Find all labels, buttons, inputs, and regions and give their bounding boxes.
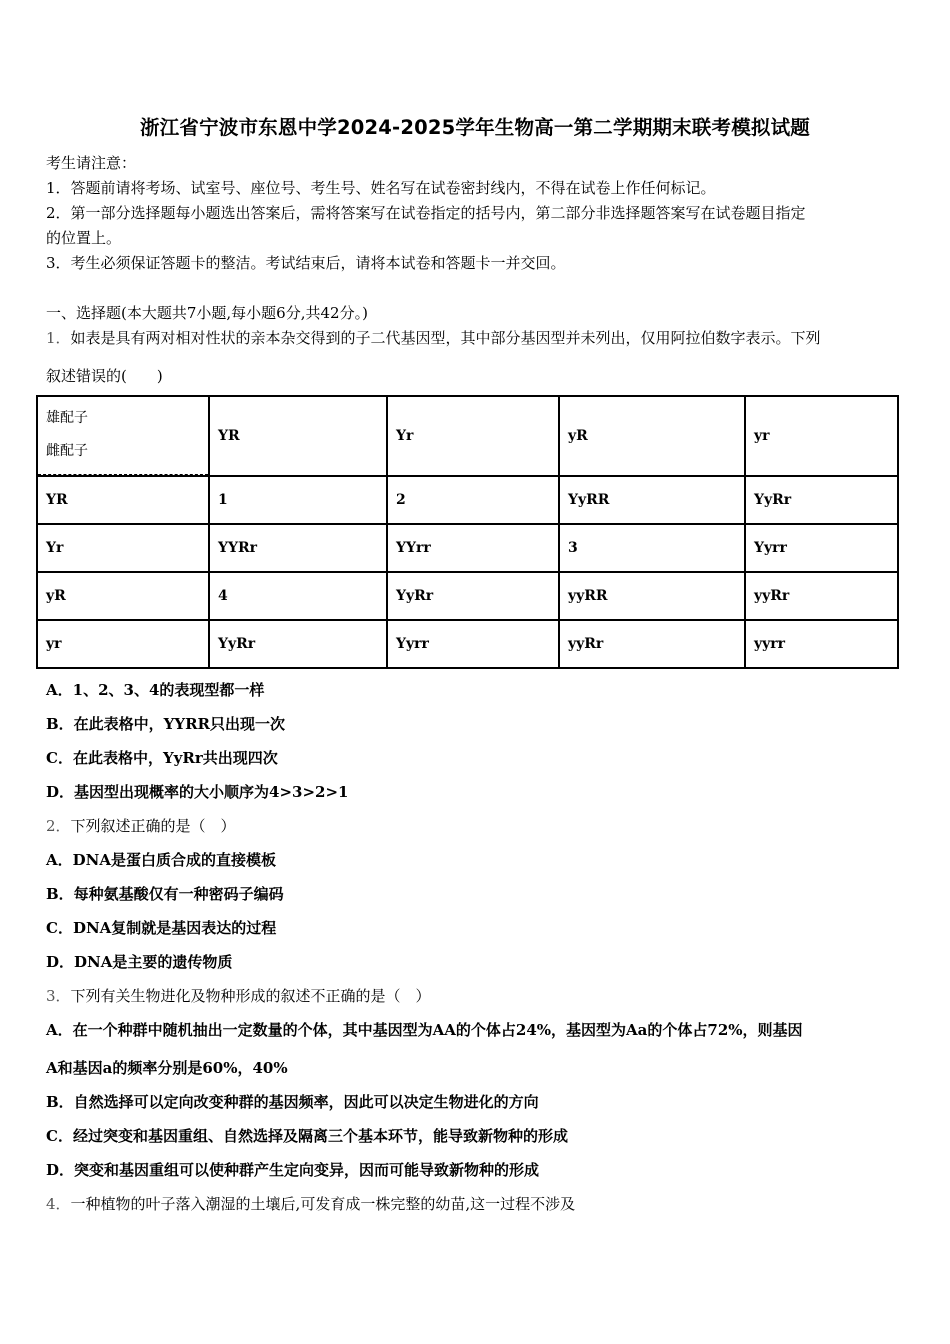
q3-option-d: D．突变和基因重组可以使种群产生定向变异，因而可能导致新物种的形成 [46,1161,540,1179]
notice-item-3: 3．考生必须保证答题卡的整洁。考试结束后，请将本试卷和答题卡一并交回。 [46,254,566,272]
q2-option-c: C．DNA复制就是基因表达的过程 [46,919,277,937]
table-cell: 3 [559,524,745,572]
question-number: 1． [46,329,71,347]
table-cell: YyRr [387,572,559,620]
q3-option-c: C．经过突变和基因重组、自然选择及隔离三个基本环节，能导致新物种的形成 [46,1127,568,1145]
question-2 [46,815,236,836]
table-col-header: yR [559,396,745,476]
question-1-cont: 叙述错误的( ) [46,367,163,385]
table-row-header: yr [37,620,209,668]
q1-option-d: D．基因型出现概率的大小顺序为4>3>2>1 [46,783,349,801]
q2-option-b: B．每种氨基酸仅有一种密码子编码 [46,885,284,903]
table-cell: YyRr [209,620,387,668]
table-cell: 2 [387,476,559,524]
table-col-header: Yr [387,396,559,476]
question-number: 2． [46,817,71,835]
table-cell: Yyrr [745,524,898,572]
q1-option-a: A．1、2、3、4的表现型都一样 [46,681,265,699]
table-row-header: yR [37,572,209,620]
q1-option-b: B．在此表格中，YYRR只出现一次 [46,715,286,733]
genotype-table [36,395,899,669]
table-row [37,620,898,668]
q3-option-a-cont: A和基因a的频率分别是60%，40% [46,1059,288,1077]
table-row [37,524,898,572]
q3-option-a: A．在一个种群中随机抽出一定数量的个体，其中基因型为AA的个体占24%，基因型为Aa的个体占72%，则基因 [46,1021,803,1039]
table-row-header: YR [37,476,209,524]
q2-option-a: A．DNA是蛋白质合成的直接模板 [46,851,276,869]
question-3 [46,985,431,1006]
table-cell: 1 [209,476,387,524]
question-1 [46,327,821,348]
table-cell: YYrr [387,524,559,572]
table-row-header: Yr [37,524,209,572]
table-corner-cell [37,396,209,476]
table-cell: Yyrr [387,620,559,668]
question-4 [46,1193,575,1214]
table-header-row [37,396,898,476]
section-heading: 一、选择题(本大题共7小题,每小题6分,共42分。) [46,304,368,322]
table-cell: yyRr [559,620,745,668]
question-text: 下列有关生物进化及物种形成的叙述不正确的是（ ） [70,987,431,1005]
question-number: 4． [46,1195,71,1213]
notice-heading: 考生请注意： [46,154,137,172]
question-number: 3． [46,987,71,1005]
q3-option-b: B．自然选择可以定向改变种群的基因频率，因此可以决定生物进化的方向 [46,1093,539,1111]
table-cell: yyrr [745,620,898,668]
exam-title: 浙江省宁波市东恩中学2024-2025学年生物高一第二学期期末联考模拟试题 [139,116,811,139]
table-cell: YYRr [209,524,387,572]
table-cell: YyRR [559,476,745,524]
q2-option-d: D．DNA是主要的遗传物质 [46,953,233,971]
notice-item-1: 1．答题前请将考场、试室号、座位号、考生号、姓名写在试卷密封线内，不得在试卷上作任何标记。 [46,179,716,197]
question-text: 如表是具有两对相对性状的亲本杂交得到的子二代基因型，其中部分基因型并未列出，仅用阿拉伯数字表示。下列 [70,329,821,347]
table-row [37,476,898,524]
question-text: 一种植物的叶子落入潮湿的土壤后,可发育成一株完整的幼苗,这一过程不涉及 [70,1195,576,1213]
q1-option-c: C．在此表格中，YyRr共出现四次 [46,749,278,767]
notice-item-2-cont: 的位置上。 [46,229,122,247]
table-col-header: yr [745,396,898,476]
corner-divider [38,474,208,475]
table-cell: yyRr [745,572,898,620]
female-gamete-label: 雌配子 [46,443,88,459]
table-cell: yyRR [559,572,745,620]
male-gamete-label: 雄配子 [46,410,88,426]
question-text: 下列叙述正确的是（ ） [70,817,236,835]
table-row [37,572,898,620]
table-col-header: YR [209,396,387,476]
notice-item-2: 2．第一部分选择题每小题选出答案后，需将答案写在试卷指定的括号内，第二部分非选择题答案写在试卷题目指定 [46,204,806,222]
table-cell: 4 [209,572,387,620]
table-cell: YyRr [745,476,898,524]
